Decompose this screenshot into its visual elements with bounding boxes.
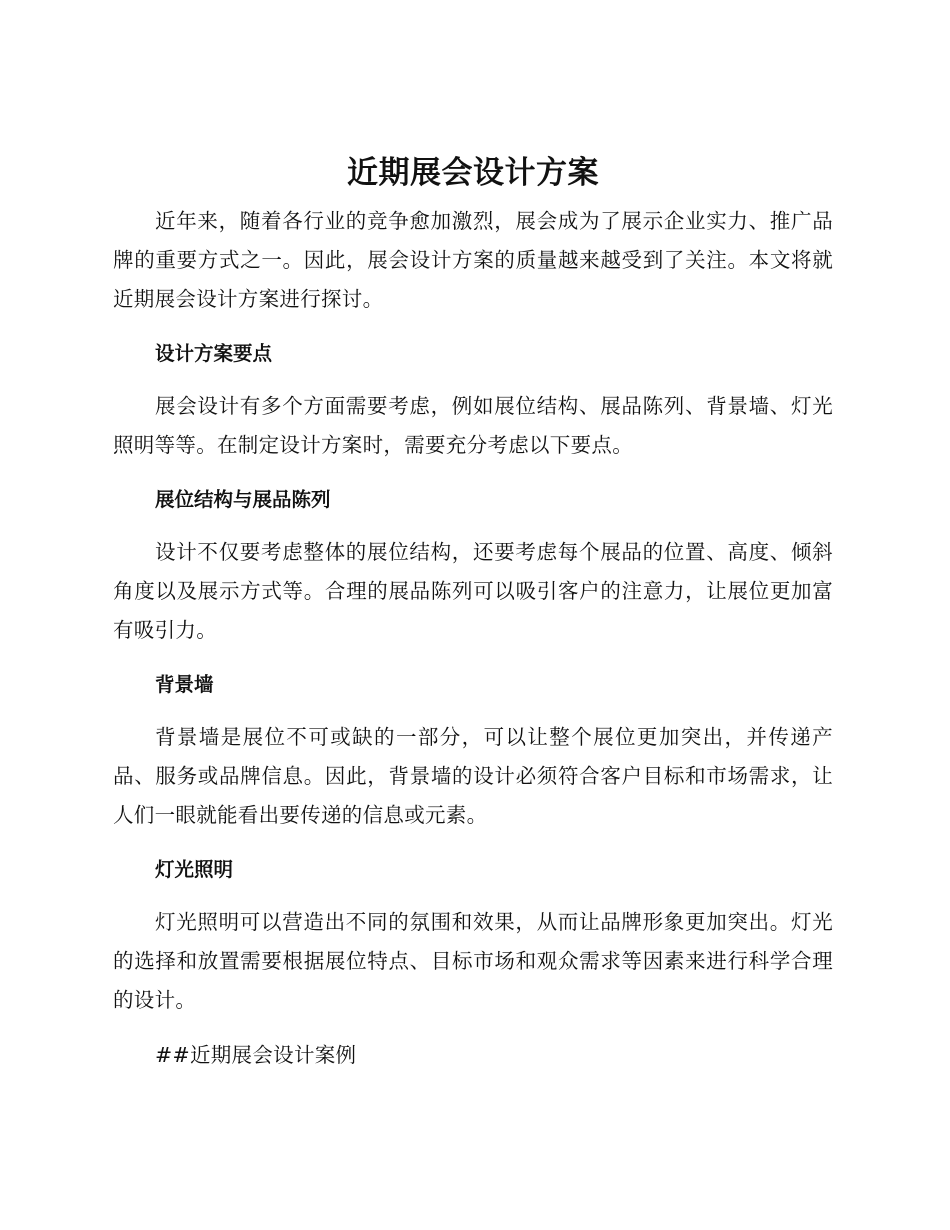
section-body-background-wall: 背景墙是展位不可或缺的一部分，可以让整个展位更加突出，并传递产品、服务或品牌信息。因此，背景墙的设计必须符合客户目标和市场需求，让人们一眼就能看出要传递的信息或元素。 xyxy=(113,725,833,827)
section-body-lighting: 灯光照明可以营造出不同的氛围和效果，从而让品牌形象更加突出。灯光的选择和放置需要根据展位特点、目标市场和观众需求等因素来进行科学合理的设计。 xyxy=(113,910,833,1012)
section-heading-booth-structure: 展位结构与展品陈列 xyxy=(155,488,331,511)
section-heading-background-wall: 背景墙 xyxy=(155,673,214,696)
document-title: 近期展会设计方案 xyxy=(347,155,599,191)
trailing-markdown-heading: ##近期展会设计案例 xyxy=(155,1043,357,1067)
section-body-booth-structure: 设计不仅要考虑整体的展位结构，还要考虑每个展品的位置、高度、倾斜角度以及展示方式等。合理的展品陈列可以吸引客户的注意力，让展位更加富有吸引力。 xyxy=(113,540,833,642)
document-page xyxy=(113,150,833,1074)
intro-paragraph: 近年来，随着各行业的竞争愈加激烈，展会成为了展示企业实力、推广品牌的重要方式之一。因此，展会设计方案的质量越来越受到了关注。本文将就近期展会设计方案进行探讨。 xyxy=(113,209,833,311)
section-heading-design-points: 设计方案要点 xyxy=(155,342,273,365)
section-body-design-points: 展会设计有多个方面需要考虑，例如展位结构、展品陈列、背景墙、灯光照明等等。在制定设计方案时，需要充分考虑以下要点。 xyxy=(113,394,833,457)
section-heading-lighting: 灯光照明 xyxy=(155,858,234,881)
